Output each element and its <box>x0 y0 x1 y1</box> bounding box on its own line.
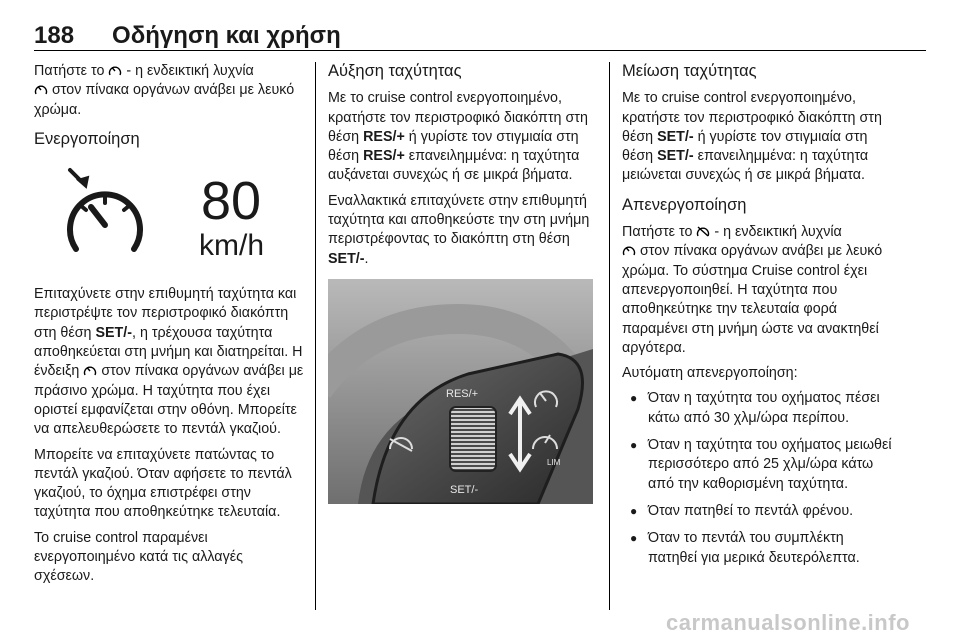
cruise-set-icon <box>70 170 140 249</box>
list-item: ● Όταν το πεντάλ του συμπλέκτη πατηθεί για μερικά δευτερόλεπτα. <box>622 529 892 568</box>
heading-increase-speed: Αύξηση ταχύτητας <box>328 62 462 80</box>
gear-change-paragraph: Το cruise control παραμένει ενεργοποιημένο κατά τις αλλαγές σχέσεων. <box>34 529 243 585</box>
heading-deactivation: Απενεργοποίηση <box>622 195 747 214</box>
figure-res-label: RES/+ <box>446 387 479 400</box>
cruise-control-icon <box>83 364 97 377</box>
page-header <box>34 22 341 50</box>
increase-paragraph: Με το cruise control ενεργοποιημένο, κρατήστε τον περιστροφικό διακόπτη στη θέση RES/+ ή γυρίστε τον στιγμιαία στη θέση RES/+ επανειλημμένα: η ταχύτητα αυξάνεται συνεχώς ή σε μικρά βήματα. <box>328 90 588 184</box>
column-3 <box>622 62 892 576</box>
figure-set-label: SET/- <box>450 483 479 496</box>
cruise-control-icon <box>34 83 48 96</box>
column-2 <box>328 62 594 504</box>
deactivation-paragraph: Πατήστε το - η ενδεικτική λυχνία στον πίνακα οργάνων ανάβει με λευκό χρώμα. Το σύστημα Cruise control έχει απενεργοποιηθεί. Η ταχύτητα που αποθηκεύτηκε την τελευταία φορά παραμένει στη μνήμη ώστε να ανακτηθεί αργότερα. <box>622 224 883 356</box>
activation-paragraph: Επιταχύνετε στην επιθυμητή ταχύτητα και περιστρέψτε τον περιστροφικό διακόπτη στη θέση SET/-, η τρέχουσα ταχύτητα αποθηκεύεται στη μνήμη και διατηρείται. Η ένδειξη στον πίνακα οργάνων ανάβει με πράσινο χρώμα. Η ταχύτητα που έχει οριστεί εμφανίζεται στην οθόνη. Μπορείτε να απελευθερώσετε το πεντάλ γκαζιού. <box>34 286 304 438</box>
list-item: ● Όταν η ταχύτητα του οχήματος πέσει κάτω από 30 χλμ/ώρα περίπου. <box>622 389 892 428</box>
page-title: Οδήγηση και χρήση <box>112 22 341 49</box>
watermark: carmanualsonline.info <box>666 610 910 635</box>
speed-figure <box>34 167 299 267</box>
list-item: ● Όταν πατηθεί το πεντάλ φρένου. <box>622 502 892 521</box>
auto-deactivation-list <box>622 389 892 567</box>
alternative-paragraph: Εναλλακτικά επιταχύνετε στην επιθυμητή ταχύτητα και αποθηκεύστε την στη μνήμη περιστρέφοντας το διακόπτη στη θέση SET/-. <box>328 192 590 267</box>
steering-wheel-controls-figure <box>328 279 593 504</box>
figure-speed-value: 80 <box>201 171 262 232</box>
cruise-cancel-icon <box>696 225 710 238</box>
figure-speed-unit: km/h <box>199 229 265 263</box>
intro-paragraph: Πατήστε το - η ενδεικτική λυχνία στον πίνακα οργάνων ανάβει με λευκό χρώμα. <box>34 63 295 118</box>
decrease-paragraph: Με το cruise control ενεργοποιημένο, κρατήστε τον περιστροφικό διακόπτη στη θέση SET/- ή γυρίστε τον στιγμιαία στη θέση SET/- επανειλημμένα: η ταχύτητα μειώνεται συνεχώς ή σε μικρά βήματα. <box>622 90 882 184</box>
auto-deactivation-label: Αυτόματη απενεργοποίηση: <box>622 365 798 382</box>
figure-lim-label: LIM <box>547 457 561 467</box>
column-1 <box>34 62 304 593</box>
column-divider <box>609 62 610 610</box>
list-item: ● Όταν η ταχύτητα του οχήματος μειωθεί περισσότερο από 25 χλμ/ώρα κάτω από την καθορισμένη ταχύτητα. <box>622 436 892 494</box>
heading-activation: Ενεργοποίηση <box>34 129 140 148</box>
cruise-control-icon <box>622 244 636 257</box>
accelerate-paragraph: Μπορείτε να επιταχύνετε πατώντας το πεντάλ γκαζιού. Όταν αφήσετε το πεντάλ γκαζιού, το όχημα επιστρέφει στην ταχύτητα που αποθηκεύτηκε τελευταία. <box>34 446 292 521</box>
heading-decrease-speed: Μείωση ταχύτητας <box>622 62 757 80</box>
column-divider <box>315 62 316 610</box>
page-number: 188 <box>34 22 75 49</box>
cruise-control-icon <box>108 64 122 77</box>
header-rule <box>34 50 926 51</box>
